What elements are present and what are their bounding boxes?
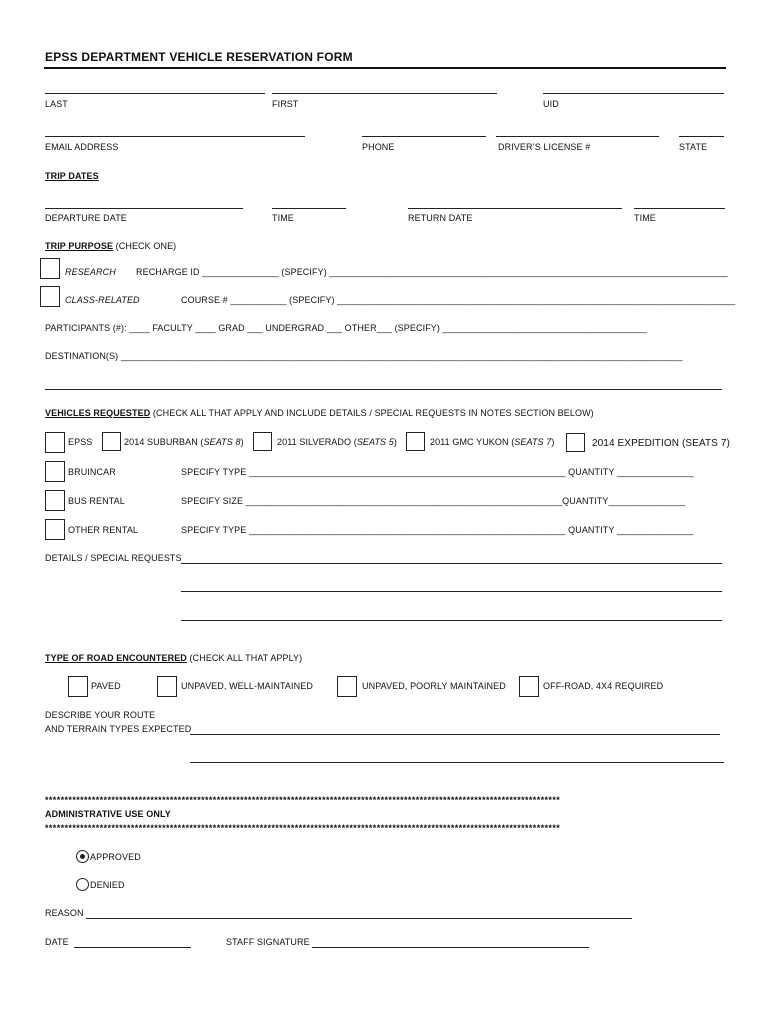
course-field[interactable]: COURSE # ___________ (SPECIFY) ______________________________________________________________________________ — [181, 295, 736, 305]
destinations-field[interactable]: DESTINATION(S) ______________________________________________________________________________________________________________ — [45, 351, 683, 361]
staff-signature-field[interactable] — [312, 947, 589, 948]
other-rental-label: OTHER RENTAL — [68, 525, 139, 535]
first-label: FIRST — [272, 99, 299, 109]
license-label: DRIVER’S LICENSE # — [498, 142, 591, 152]
research-label: RESEARCH — [65, 267, 116, 277]
epss-label: EPSS — [68, 437, 93, 447]
first-name-field[interactable] — [272, 93, 497, 94]
vehicles-heading — [45, 408, 594, 419]
return-time-field[interactable] — [634, 208, 725, 209]
details-label: DETAILS / SPECIAL REQUESTS — [45, 553, 182, 563]
departure-time-field[interactable] — [272, 208, 346, 209]
bruincar-label: BRUINCAR — [68, 467, 116, 477]
last-label: LAST — [45, 99, 68, 109]
yukon-text: 2011 GMC YUKON ( — [430, 437, 515, 447]
research-checkbox[interactable] — [40, 258, 60, 279]
unpaved-well-label: UNPAVED, WELL-MAINTAINED — [181, 681, 313, 691]
destinations-line-2[interactable] — [45, 389, 722, 390]
suburban-paren: ) — [240, 437, 244, 447]
yukon-label — [430, 437, 554, 448]
phone-field[interactable] — [362, 136, 486, 137]
road-note: (CHECK ALL THAT APPLY) — [186, 653, 303, 663]
class-related-label: CLASS-RELATED — [65, 295, 140, 305]
road-heading — [45, 653, 302, 664]
suburban-text: 2014 SUBURBAN ( — [124, 437, 204, 447]
bus-rental-checkbox[interactable] — [45, 490, 65, 511]
state-field[interactable] — [679, 136, 724, 137]
details-line-1[interactable] — [181, 563, 722, 564]
return-date-label: RETURN DATE — [408, 213, 473, 223]
participants-field[interactable]: PARTICIPANTS (#): ____ FACULTY ____ GRAD ___ UNDERGRAD ___ OTHER___ (SPECIFY) ________________________________________ — [45, 323, 647, 333]
phone-label: PHONE — [362, 142, 395, 152]
recharge-id-field[interactable]: RECHARGE ID _______________ (SPECIFY) ______________________________________________________________________________ — [136, 267, 728, 277]
departure-date-field[interactable] — [45, 208, 243, 209]
silverado-text: 2011 SILVERADO ( — [277, 437, 357, 447]
suburban-label — [124, 437, 244, 448]
expedition-label: 2014 EXPEDITION (SEATS 7) — [592, 438, 730, 449]
departure-date-label: DEPARTURE DATE — [45, 213, 127, 223]
last-name-field[interactable] — [45, 93, 265, 94]
describe-label-2: AND TERRAIN TYPES EXPECTED — [45, 724, 192, 734]
offroad-checkbox[interactable] — [519, 676, 539, 697]
suburban-checkbox[interactable] — [102, 432, 121, 451]
reason-field[interactable] — [86, 918, 632, 919]
expedition-checkbox[interactable] — [566, 433, 585, 452]
staff-signature-label: STAFF SIGNATURE — [226, 937, 310, 947]
yukon-paren: ) — [551, 437, 555, 447]
title-rule — [44, 67, 726, 69]
bus-size-field[interactable]: SPECIFY SIZE ______________________________________________________________QUANTITY_______________ — [181, 496, 686, 506]
offroad-label: OFF-ROAD, 4X4 REQUIRED — [543, 681, 664, 691]
trip-purpose-note: (CHECK ONE) — [113, 241, 177, 251]
return-date-field[interactable] — [408, 208, 622, 209]
state-label: STATE — [679, 142, 708, 152]
uid-label: UID — [543, 99, 559, 109]
trip-purpose-heading — [45, 241, 176, 252]
denied-label: DENIED — [90, 880, 125, 890]
describe-line-1[interactable] — [190, 734, 720, 735]
admin-stars-bottom: ************************************************************************************************************************************ — [45, 823, 561, 833]
paved-label: PAVED — [91, 681, 121, 691]
license-field[interactable] — [496, 136, 659, 137]
yukon-checkbox[interactable] — [406, 432, 425, 451]
epss-checkbox[interactable] — [45, 432, 65, 453]
form-title: EPSS DEPARTMENT VEHICLE RESERVATION FORM — [45, 50, 353, 64]
class-related-checkbox[interactable] — [40, 286, 60, 307]
date-label: DATE — [45, 937, 69, 947]
describe-label-1: DESCRIBE YOUR ROUTE — [45, 710, 156, 720]
unpaved-poor-checkbox[interactable] — [337, 676, 357, 697]
silverado-label — [277, 437, 397, 448]
suburban-seats: SEATS 8 — [203, 437, 241, 447]
details-line-3[interactable] — [181, 620, 722, 621]
admin-heading: ADMINISTRATIVE USE ONLY — [45, 809, 171, 819]
unpaved-poor-label: UNPAVED, POORLY MAINTAINED — [362, 681, 506, 691]
unpaved-well-checkbox[interactable] — [157, 676, 177, 697]
vehicles-title: VEHICLES REQUESTED — [45, 408, 151, 418]
describe-line-2[interactable] — [190, 762, 724, 763]
time-label-2: TIME — [634, 213, 656, 223]
vehicles-note: (CHECK ALL THAT APPLY AND INCLUDE DETAILS / SPECIAL REQUESTS IN NOTES SECTION BELOW) — [150, 408, 594, 418]
approved-radio[interactable] — [76, 850, 89, 863]
other-rental-checkbox[interactable] — [45, 519, 65, 540]
trip-dates-heading: TRIP DATES — [45, 171, 99, 181]
silverado-checkbox[interactable] — [253, 432, 272, 451]
reason-label: REASON — [45, 908, 84, 918]
paved-checkbox[interactable] — [68, 676, 88, 697]
admin-stars-top: ************************************************************************************************************************************ — [45, 795, 561, 805]
email-field[interactable] — [45, 136, 305, 137]
other-type-field[interactable]: SPECIFY TYPE ______________________________________________________________ QUANTITY _______________ — [181, 525, 694, 535]
approved-label: APPROVED — [90, 852, 141, 862]
silverado-paren: ) — [393, 437, 397, 447]
details-line-2[interactable] — [181, 591, 722, 592]
silverado-seats: SEATS 5 — [356, 437, 394, 447]
date-field[interactable] — [74, 947, 191, 948]
bruincar-checkbox[interactable] — [45, 461, 65, 482]
yukon-seats: SEATS 7 — [514, 437, 552, 447]
bus-rental-label: BUS RENTAL — [68, 496, 125, 506]
road-title: TYPE OF ROAD ENCOUNTERED — [45, 653, 187, 663]
denied-radio[interactable] — [76, 878, 89, 891]
time-label-1: TIME — [272, 213, 294, 223]
trip-purpose-title: TRIP PURPOSE — [45, 241, 114, 251]
bruincar-type-field[interactable]: SPECIFY TYPE ______________________________________________________________ QUANTITY _______________ — [181, 467, 694, 477]
uid-field[interactable] — [543, 93, 724, 94]
email-label: EMAIL ADDRESS — [45, 142, 119, 152]
